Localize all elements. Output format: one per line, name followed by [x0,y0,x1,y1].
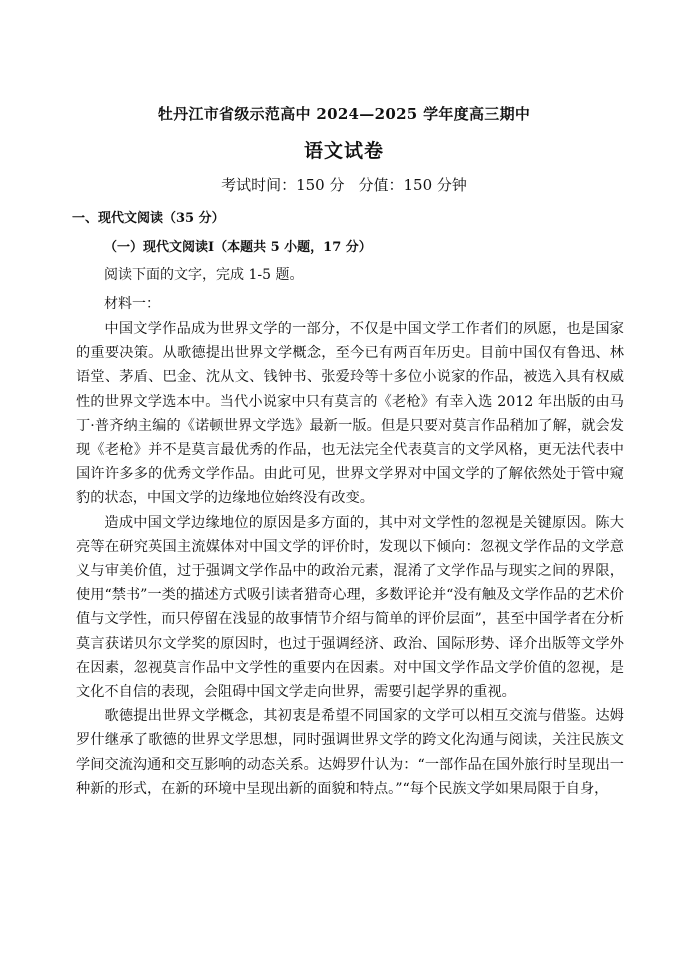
exam-time: 考试时间：150 分 [221,176,345,194]
material-label: 材料一： [104,296,160,312]
section-title: 一、现代文阅读（35 分） [72,211,225,226]
school-title: 牡丹江市省级示范高中 2024—2025 学年度高三期中 [157,105,531,123]
paragraph: 造成中国文学边缘地位的原因是多方面的，其中对文学性的忽视是关键原因。陈大亮等在研究英国主流媒体对中国文学的评价时，发现以下倾向：忽视文学作品的文学意义与审美价值，过于强调文学作品中的政治元素，混淆了文学作品与现实之间的界限，使用“禁书”一类的描述方式吸引读者猎奇心理，多数评论并“没有触及文学作品的艺术价值与文学性，而只停留在浅显的故事情节介绍与简单的评价层面”，甚至中国学者在分析莫言获诺贝尔文学奖的原因时，也过于强调经济、政治、国际形势、译介出版等文学外在因素，忽视莫言作品中文学性的重要内在因素。对中国文学作品文学价值的忽视，是文化不自信的表现，会阻碍中国文学走向世界，需要引起学界的重视。 [76,514,624,701]
exam-score: 分值：150 分钟 [358,176,467,194]
subject-title: 语文试卷 [303,140,384,162]
subsection-title: （一）现代文阅读Ⅰ（本题共 5 小题，17 分） [104,240,372,255]
exam-info [0,174,688,195]
reading-instruction: 阅读下面的文字，完成 1-5 题。 [104,267,304,283]
paragraph: 中国文学作品成为世界文学的一部分，不仅是中国文学工作者们的夙愿，也是国家的重要决策。从歌德提出世界文学概念，至今已有两百年历史。目前中国仅有鲁迅、林语堂、茅盾、巴金、沈从文、钱钟书、张爱玲等十多位小说家的作品，被选入具有权威性的世界文学选本中。当代小说家中只有莫言的《老枪》有幸入选 2012 年出版的由马丁·普齐纳主编的《诺顿世界文学选》最新一版。但是只要对莫言作品稍加了解，就会发现《老枪》并不是莫言最优秀的作品，也无法完全代表莫言的文学风格，更无法代表中国许许多多的优秀文学作品。由此可见，世界文学界对中国文学的了解依然处于管中窥豹的状态，中国文学的边缘地位始终没有改变。 [76,321,624,507]
paragraph: 歌德提出世界文学概念，其初衷是希望不同国家的文学可以相互交流与借鉴。达姆罗什继承了歌德的世界文学思想，同时强调世界文学的跨文化沟通与阅读，关注民族文学间交流沟通和交互影响的动态关系。达姆罗什认为：“一部作品在国外旅行时呈现出一种新的形式，在新的环境中呈现出新的面貌和特点。”“每个民族文学如果局限于自身， [76,708,624,797]
passage-body [76,317,624,801]
